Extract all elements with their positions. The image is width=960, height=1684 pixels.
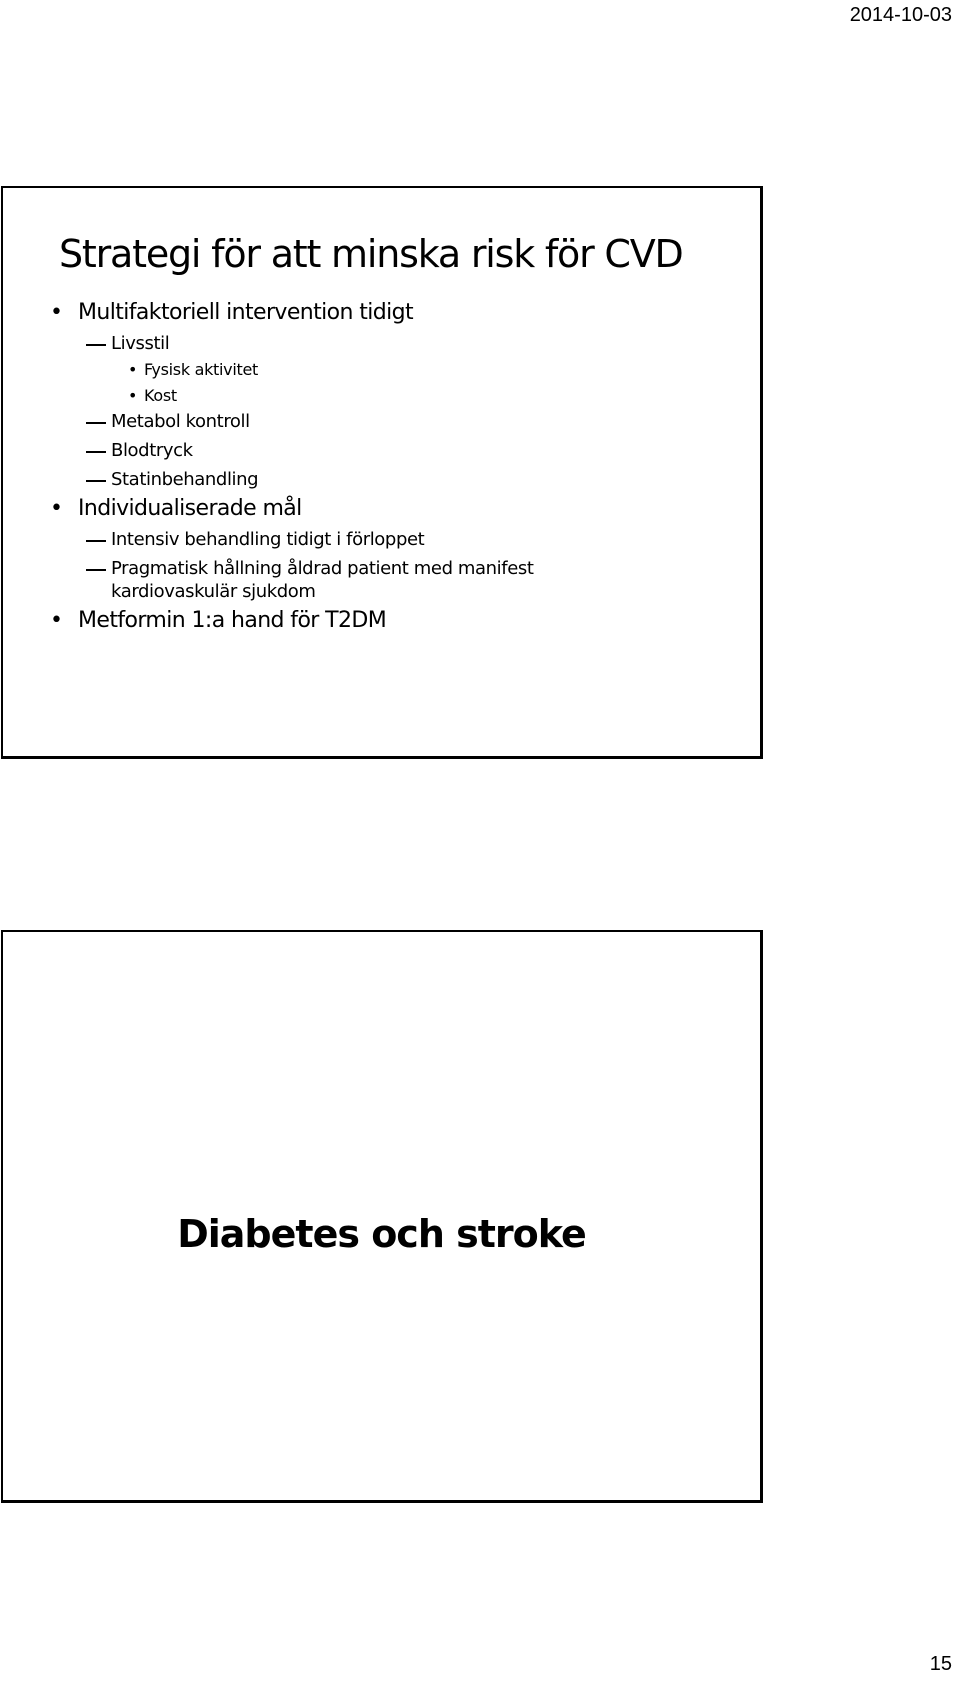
bullet-text: Statinbehandling bbox=[111, 469, 259, 490]
bullet-item-level2 bbox=[111, 529, 424, 550]
bullet-text: Individualiserade mål bbox=[78, 496, 302, 521]
slide-diabetes-stroke bbox=[1, 930, 763, 1503]
bullet-item-level3 bbox=[128, 386, 177, 405]
bullet-item-level1 bbox=[50, 608, 387, 633]
bullet-dot-icon: • bbox=[128, 360, 138, 379]
bullet-item-continuation bbox=[111, 581, 316, 602]
bullet-dot-icon: • bbox=[50, 608, 63, 633]
bullet-text: Fysisk aktivitet bbox=[144, 360, 258, 379]
page-number: 15 bbox=[929, 1653, 952, 1675]
bullet-text: Pragmatisk hållning åldrad patient med manifest bbox=[111, 558, 534, 579]
bullet-dot-icon: • bbox=[50, 300, 63, 325]
bullet-item-level2 bbox=[111, 469, 258, 490]
bullet-item-level3 bbox=[128, 360, 258, 379]
dash-icon bbox=[86, 344, 106, 346]
bullet-dot-icon: • bbox=[128, 386, 138, 405]
bullet-text: Blodtryck bbox=[111, 440, 193, 461]
dash-icon bbox=[86, 540, 106, 542]
dash-icon bbox=[86, 569, 106, 571]
slide-title: Diabetes och stroke bbox=[177, 1212, 586, 1256]
bullet-dot-icon: • bbox=[50, 496, 63, 521]
bullet-item-level1 bbox=[50, 496, 302, 521]
bullet-text: Metformin 1:a hand för T2DM bbox=[78, 608, 387, 633]
dash-icon bbox=[86, 480, 106, 482]
bullet-item-level1 bbox=[50, 300, 414, 325]
bullet-item-level2 bbox=[111, 440, 193, 461]
bullet-text: Kost bbox=[144, 386, 177, 405]
slide-title: Strategi för att minska risk för CVD bbox=[59, 232, 683, 276]
bullet-text: Multifaktoriell intervention tidigt bbox=[78, 300, 414, 325]
page-date: 2014-10-03 bbox=[849, 4, 952, 26]
bullet-text: Metabol kontroll bbox=[111, 411, 250, 432]
dash-icon bbox=[86, 422, 106, 424]
dash-icon bbox=[86, 451, 106, 453]
bullet-text: kardiovaskulär sjukdom bbox=[111, 581, 316, 602]
bullet-text: Intensiv behandling tidigt i förloppet bbox=[111, 529, 425, 550]
bullet-item-level2 bbox=[111, 558, 534, 579]
bullet-text: Livsstil bbox=[111, 333, 170, 354]
bullet-list bbox=[3, 188, 760, 756]
bullet-item-level2 bbox=[111, 411, 250, 432]
bullet-item-level2 bbox=[111, 333, 169, 354]
slide-strategy bbox=[1, 186, 763, 759]
